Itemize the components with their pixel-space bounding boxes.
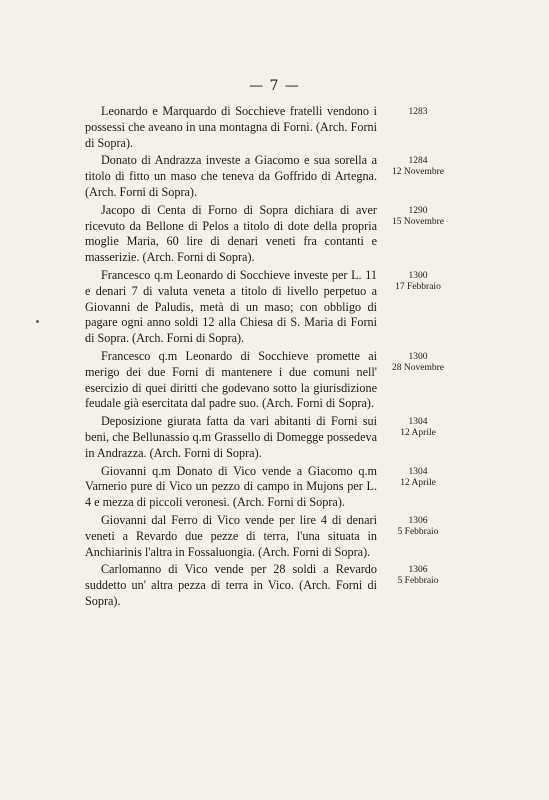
record-year: 1306 — [408, 565, 428, 576]
record-text: Carlomanno di Vico vende per 28 soldi a Revardo suddetto un' altra pezza di terra in Vico. (Arch. Forni di Sopra). — [85, 562, 377, 608]
record-date — [378, 153, 458, 178]
record-date — [378, 562, 458, 587]
record-day: 12 Novembre — [392, 167, 444, 178]
record-year: 1304 — [408, 466, 428, 477]
record-text: Giovanni q.m Donato di Vico vende a Giacomo q.m Varnerio pure di Vico un pezzo di campo in Mujons per L. 4 e mezza di piccoli veronesi. (Arch. Forni di Sopra). — [85, 463, 377, 510]
record-text: Francesco q.m Leonardo di Socchieve promette ai merigo dei due Forni di mantenere i due comuni nell' esercizio di quei diritti che godevano sotto la giurisdizione feudale già esercitata dal padre suo. (Arch. Forni di Sopra). — [85, 348, 377, 411]
record-text: Jacopo di Centa di Forno di Sopra dichiara di aver ricevuto da Bellone di Pelos a titolo di dote della propria moglie Maria, 60 lire di denari veneti fra contanti e masserizie. (Arch. Forni di Sopra). — [85, 202, 377, 265]
record-day: 12 Aprile — [400, 477, 436, 488]
record-day: 12 Aprile — [400, 428, 436, 439]
record-entry — [0, 414, 549, 461]
record-day: 5 Febbraio — [397, 576, 439, 587]
record-day: 5 Febbraio — [397, 526, 439, 537]
page-number: — 7 — — [249, 78, 300, 94]
record-date — [378, 203, 458, 228]
record-year: 1284 — [408, 156, 428, 167]
record-entry — [0, 203, 549, 266]
record-year: 1300 — [408, 270, 428, 281]
record-entry — [0, 562, 549, 609]
record-text: Deposizione giurata fatta da vari abitanti di Forni sui beni, che Bellunassio q.m Grassello di Domegge possedeva in Andrazza. (Arch. Forni di Sopra). — [85, 414, 377, 460]
record-list — [0, 104, 549, 612]
record-date — [378, 464, 458, 489]
record-text: Donato di Andrazza investe a Giacomo e sua sorella a titolo di fitto un maso che teneva da Goffrido di Artegna. (Arch. Forni di Sopra). — [85, 153, 377, 199]
record-date — [378, 349, 458, 374]
record-day: 28 Novembre — [392, 362, 444, 373]
record-date — [378, 513, 458, 538]
record-text: Leonardo e Marquardo di Socchieve fratelli vendono i possessi che aveano in una montagna di Forni. (Arch. Forni di Sopra). — [85, 104, 377, 150]
record-date — [378, 104, 458, 118]
record-text: Giovanni dal Ferro di Vico vende per lire 4 di denari veneti a Revardo due pezze di terra, l'una situata in Anchiarinis l'altra in Fossaluongia. (Arch. Forni di Sopra). — [85, 512, 377, 559]
record-day: 17 Febbraio — [395, 281, 441, 292]
record-entry — [0, 349, 549, 412]
record-day: 15 Novembre — [392, 216, 444, 227]
record-entry — [0, 268, 549, 347]
record-entry — [0, 464, 549, 511]
record-year: 1300 — [408, 351, 428, 362]
record-entry — [0, 153, 549, 200]
record-year: 1304 — [408, 417, 428, 428]
record-year: 1290 — [408, 205, 428, 216]
record-text: Francesco q.m Leonardo di Socchieve investe per L. 11 e denari 7 di valuta veneta a titolo di livello perpetuo a Giovanni de Paludis, metà di un maso; con obbligo di pagare ogni anno soldi 12 alla Chiesa di S. Maria di Forni di Sopra. (Arch. Forni di Sopra). — [85, 267, 377, 346]
record-entry — [0, 513, 549, 560]
record-date — [378, 268, 458, 293]
record-year: 1283 — [408, 107, 428, 117]
record-date — [378, 414, 458, 439]
record-entry — [0, 104, 549, 151]
record-year: 1306 — [408, 515, 428, 526]
